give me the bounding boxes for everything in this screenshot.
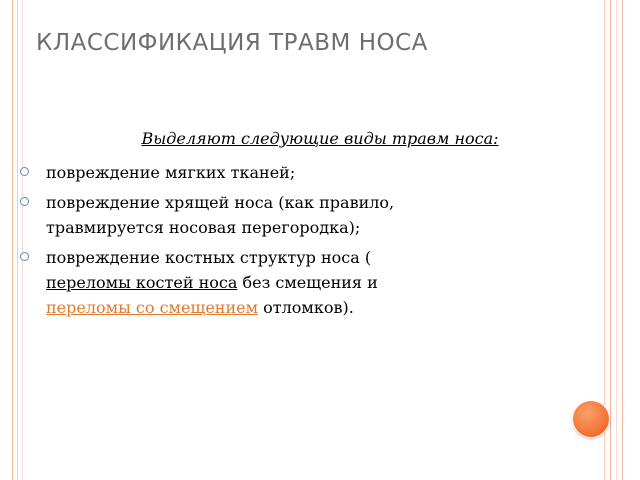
list-item <box>18 190 488 240</box>
list-item <box>18 160 488 185</box>
slide-title: КЛАССИФИКАЦИЯ ТРАВМ НОСА <box>36 30 428 56</box>
bullet-text-after: отломков). <box>258 298 354 317</box>
bullet-text-before: повреждение костных структур носа ( <box>46 248 372 267</box>
bullet-circle-icon <box>20 197 29 206</box>
bullet-text-middle: без смещения и <box>237 273 378 292</box>
bullet-circle-icon <box>20 167 29 176</box>
bullet-text: повреждение мягких тканей; <box>46 163 296 182</box>
link-displaced-fractures[interactable]: переломы со смещением <box>46 298 259 317</box>
list-item <box>18 245 488 320</box>
decor-stripe <box>622 0 623 480</box>
bullet-list <box>18 160 488 325</box>
link-nasal-bone-fractures[interactable]: переломы костей носа <box>46 273 238 292</box>
bullet-text: повреждение хрящей носа (как правило, травмируется носовая перегородка); <box>46 193 395 237</box>
bullet-circle-icon <box>20 252 29 261</box>
decor-circle-icon <box>572 400 610 438</box>
decor-stripe <box>616 0 617 480</box>
decor-stripe <box>610 0 611 480</box>
slide-subtitle: Выделяют следующие виды травм носа: <box>141 129 499 148</box>
decor-stripe <box>12 0 13 480</box>
